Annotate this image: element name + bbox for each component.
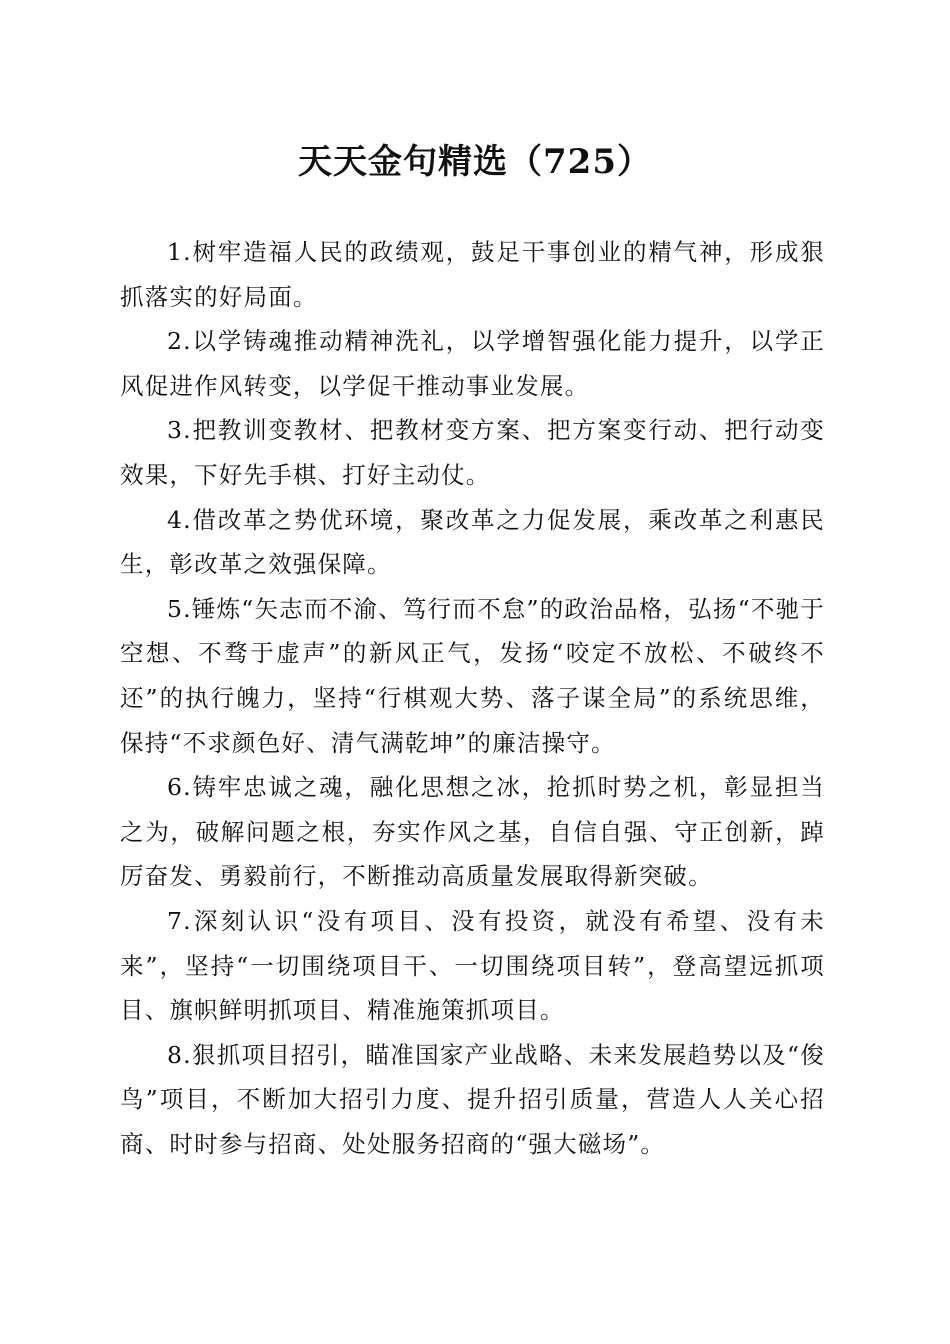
paragraph-6: 6.铸牢忠诚之魂，融化思想之冰，抢抓时势之机，彰显担当之为，破解问题之根，夯实作风之基，自信自强、守正创新，踔厉奋发、勇毅前行，不断推动高质量发展取得新突破。 bbox=[120, 773, 825, 891]
paragraph-1: 1.树牢造福人民的政绩观，鼓足干事创业的精气神，形成狠抓落实的好局面。 bbox=[120, 238, 825, 311]
paragraph-3: 3.把教训变教材、把教材变方案、把方案变行动、把行动变效果，下好先手棋、打好主动仗。 bbox=[120, 416, 825, 489]
document-title: 天天金句精选（725） bbox=[298, 142, 652, 182]
paragraph-5: 5.锤炼“矢志而不渝、笃行而不怠”的政治品格，弘扬“不驰于空想、不骛于虚声”的新风正气，发扬“咬定不放松、不破终不还”的执行魄力，坚持“行棋观大势、落子谋全局”的系统思维，保持“不求颜色好、清气满乾坤”的廉洁操守。 bbox=[120, 594, 825, 757]
paragraph-2: 2.以学铸魂推动精神洗礼，以学增智强化能力提升，以学正风促进作风转变，以学促干推动事业发展。 bbox=[120, 327, 825, 400]
paragraph-7: 7.深刻认识“没有项目、没有投资，就没有希望、没有未来”，坚持“一切围绕项目干、一切围绕项目转”，登高望远抓项目、旗帜鲜明抓项目、精准施策抓项目。 bbox=[120, 906, 825, 1025]
document-body bbox=[120, 230, 825, 1166]
paragraph-8: 8.狠抓项目招引，瞄准国家产业战略、未来发展趋势以及“俊鸟”项目，不断加大招引力度、提升招引质量，营造人人关心招商、时时参与招商、处处服务招商的“强大磁场”。 bbox=[120, 1040, 825, 1158]
paragraph-4: 4.借改革之势优环境，聚改革之力促发展，乘改革之利惠民生，彰改革之效强保障。 bbox=[120, 505, 825, 579]
